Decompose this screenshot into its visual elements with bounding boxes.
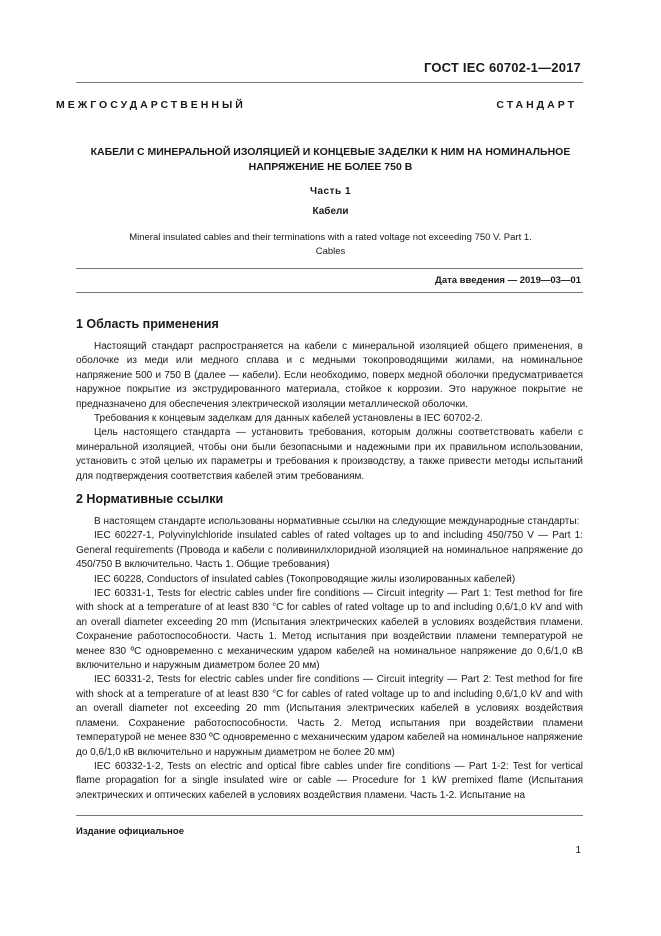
paragraph: IEC 60228, Conductors of insulated cables (Токопроводящие жилы изолированных кабелей) [94, 573, 516, 585]
introduction-date: Дата введения — 2019—03—01 [435, 275, 581, 286]
footer-rule [76, 815, 583, 816]
paragraph: IEC 60331-1, Tests for electric cables under fire conditions — Circuit integrity — Part 1: Test method for fire with shock at a temperature of at least 830 °C for cables of rated voltage up to and including 0,6/1,0 kV and with an overall diameter exceeding 20 mm (Испытания электрических кабелей в условиях воздействия пламени. Сохранение работоспособности. Часть 1. Метод испытания при воздействии пламени температурой не менее 830 ºC одновременно с механическим ударом кабелей на номинальное напряжение до 0,6/1,0 кВ включительно и наружным диаметром более 20 мм) [76, 588, 583, 672]
paragraph: Требования к концевым заделкам для данных кабелей установлены в IEC 60702-2. [94, 413, 483, 425]
date-rule [76, 292, 583, 293]
section-heading: 1 Область применения [76, 317, 219, 331]
section-heading: 2 Нормативные ссылки [76, 492, 224, 506]
document-title: КАБЕЛИ С МИНЕРАЛЬНОЙ ИЗОЛЯЦИЕЙ И КОНЦЕВЫЕ ЗАДЕЛКИ К НИМ НА НОМИНАЛЬНОЕ НАПРЯЖЕНИЕ НЕ БОЛЕЕ 750 В [90, 146, 571, 173]
part-number: Часть 1 [309, 186, 352, 197]
interstate-standard-label: МЕЖГОСУДАРСТВЕННЫЙ СТАНДАРТ [56, 99, 577, 111]
official-edition-label: Издание официальное [76, 826, 184, 837]
paragraph: IEC 60331-2, Tests for electric cables under fire conditions — Circuit integrity — Part 2: Test method for fire with shock at a temperature of at least 830 °C for cables of rated voltage up to and including 0,6/1,0 kV and with an overall diameter not exceeding 20 mm (Испытания электрических кабелей в условиях воздействия пламени. Сохранение работоспособности. Часть 2. Метод испытания при воздействии пламени температурой не менее 830 ºC одновременно с механическим ударом кабелей на номинальное напряжение до 0,6/1,0 кВ включительно и наружным диаметром не более 20 мм) [76, 674, 583, 758]
document-code: ГОСТ IEC 60702-1—2017 [423, 60, 581, 75]
header-rule [76, 82, 583, 83]
section-body [76, 515, 583, 803]
page-number: 1 [575, 845, 581, 856]
paragraph: В настоящем стандарте использованы нормативные ссылки на следующие международные стандарты: [94, 516, 580, 527]
title-rule [76, 268, 583, 269]
part-title: Кабели [312, 206, 349, 217]
english-title: Mineral insulated cables and their terminations with a rated voltage not exceeding 750 V. Part 1. Cables [129, 232, 532, 257]
paragraph: IEC 60332-1-2, Tests on electric and optical fibre cables under fire conditions — Part 1-2: Test for vertical flame propagation for a single insulated wire or cable — Procedure for 1 kW premixed flame (Испытания электрических и оптических кабелей в условиях воздействия пламени. Часть 1-2. Испытание на [76, 760, 583, 801]
paragraph: Настоящий стандарт распространяется на кабели с минеральной изоляцией общего применения, в оболочке из меди или медного сплава и с медными токопроводящими жилами, на номинальное напряжение 500 и 750 В (далее — кабели). Если необходимо, поверх медной оболочки предусматривается наружное покрытие из экструдированного материала, стойкое к коррозии. Это наружное покрытие не предназначено для обеспечения электрической изоляции металлической оболочки. [76, 341, 583, 410]
section-body [76, 340, 583, 484]
paragraph: IEC 60227-1, Polyvinylchloride insulated cables of rated voltages up to and including 450/750 V — Part 1: General requirements (Провода и кабели с поливинилхлоридной изоляцией на номинальное напряжение до 450/750 В включительно. Часть 1. Общие требования) [76, 530, 583, 571]
paragraph: Цель настоящего стандарта — установить требования, которым должны соответствовать кабели с минеральной изоляцией, чтобы они были безопасными и надежными при их правильном использовании, установить с этой целью их параметры и требования к производству, а также привести методы испытаний для подтверждения соответствия кабелей этим требованиям. [76, 427, 583, 482]
